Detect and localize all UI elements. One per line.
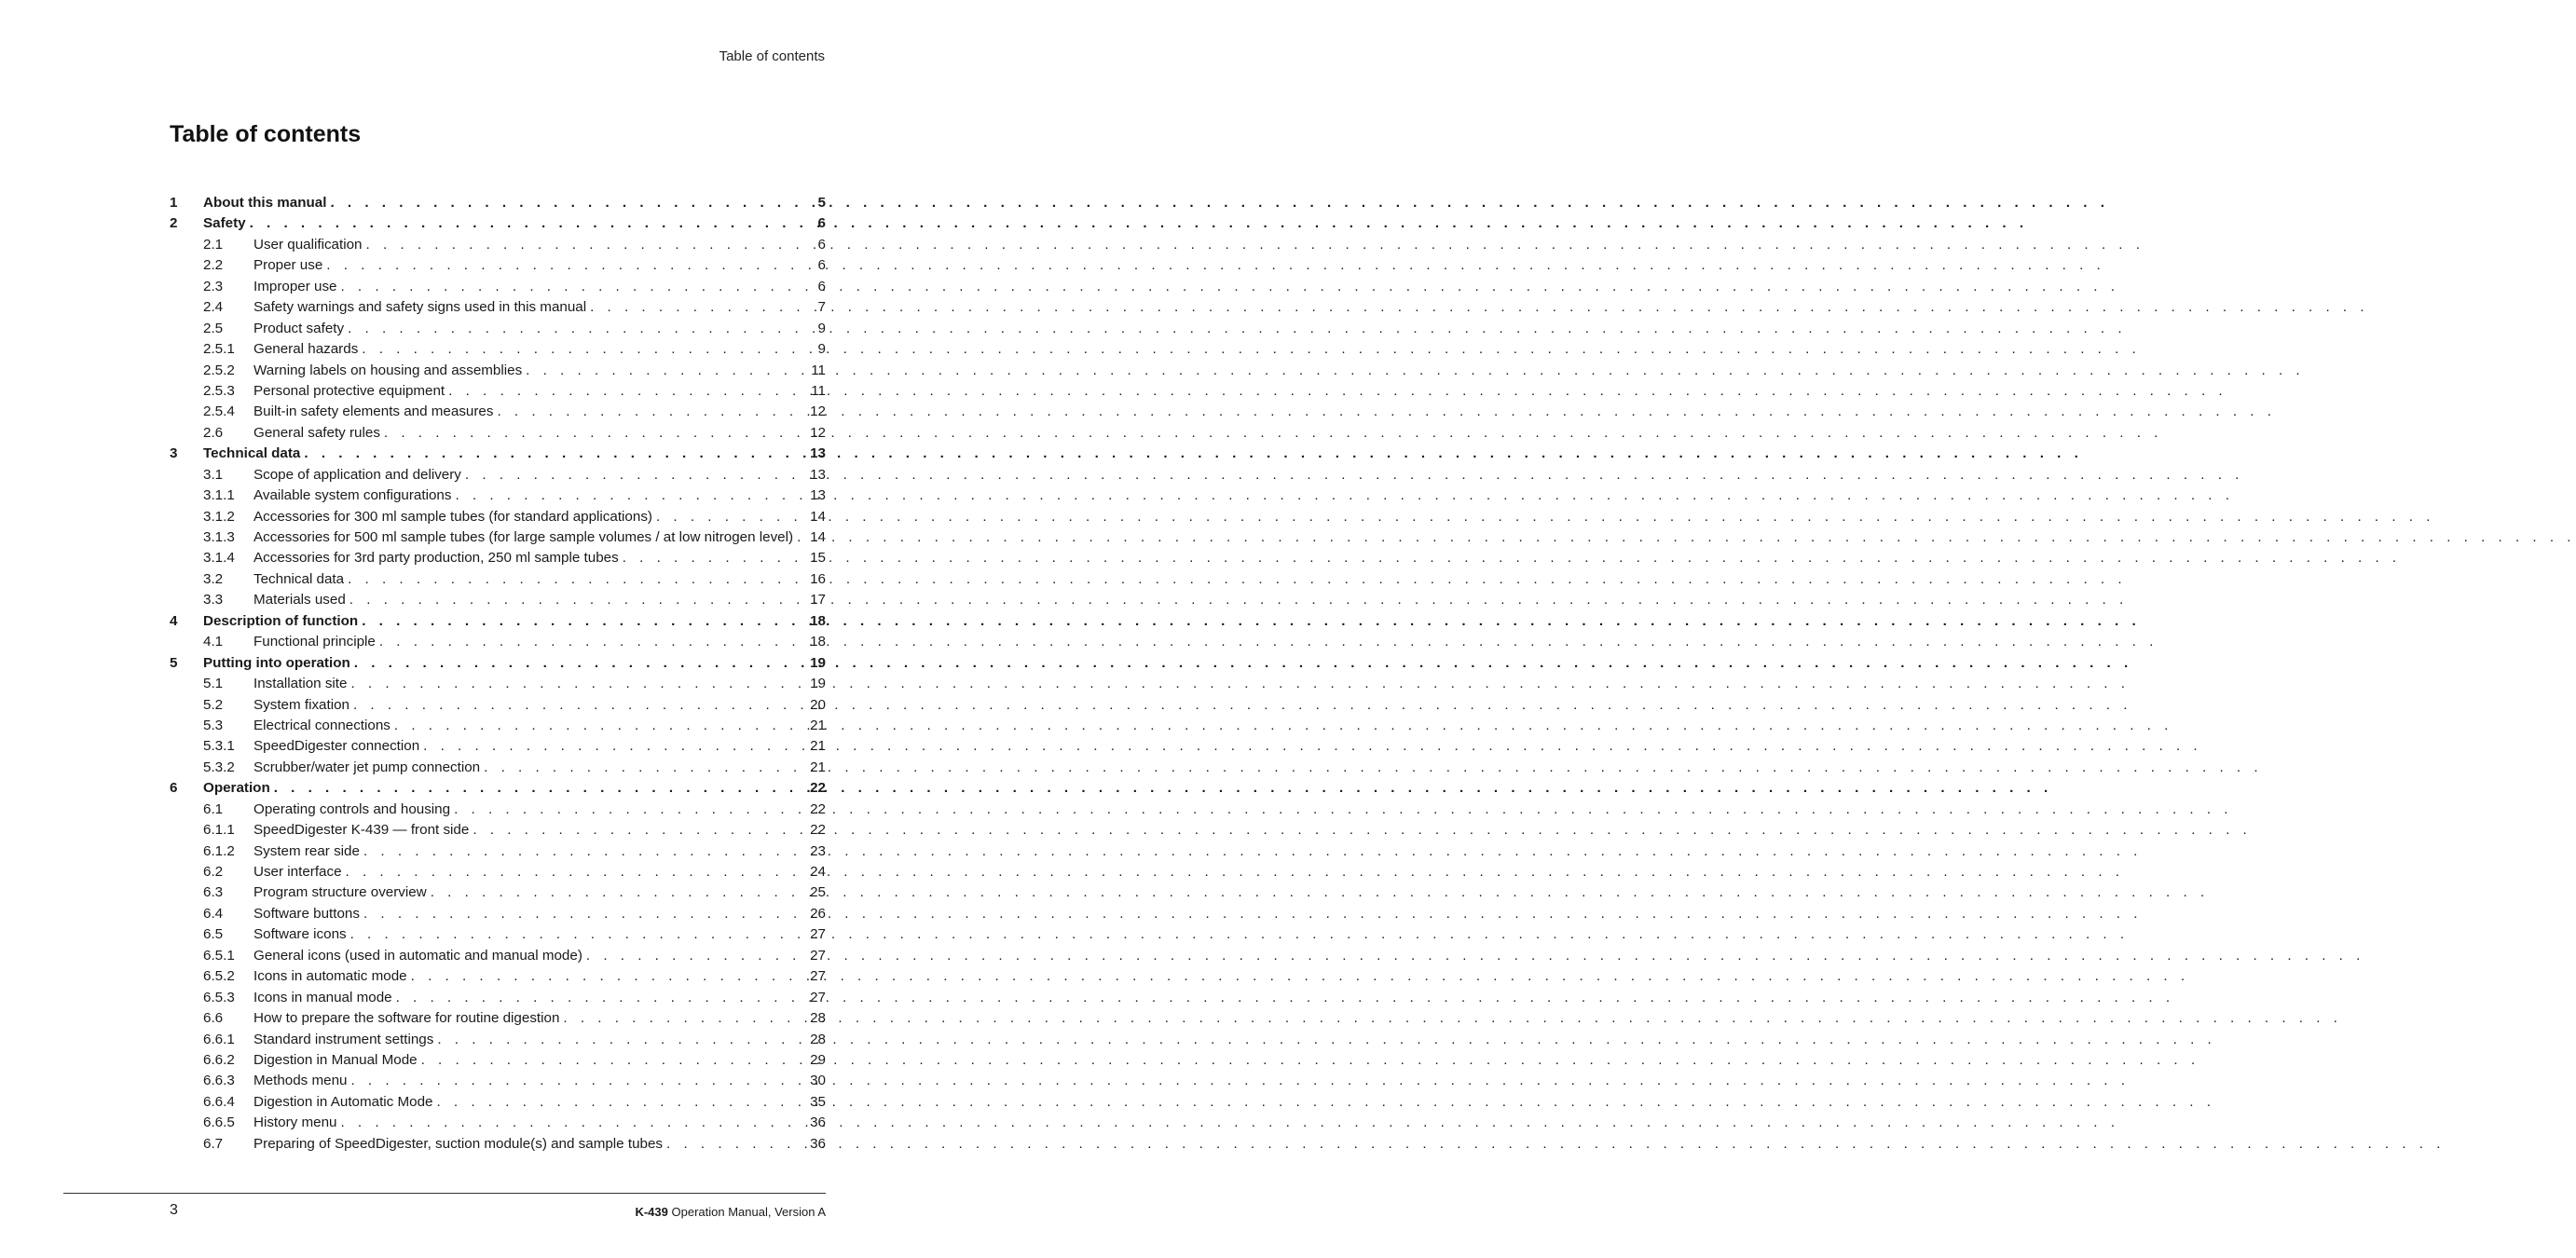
- page-title: Table of contents: [170, 121, 362, 147]
- toc-chapter-entry[interactable]: [170, 444, 826, 464]
- footer-page-number: 3: [170, 1202, 178, 1218]
- toc-entry-number: 5.3.1: [203, 738, 235, 755]
- toc-dot-leader: [350, 924, 805, 945]
- toc-entry-title: Scrubber/water jet pump connection: [253, 759, 481, 775]
- toc-section-entry[interactable]: [170, 569, 826, 590]
- toc-section-entry[interactable]: [170, 862, 826, 882]
- toc-section-entry[interactable]: [170, 361, 826, 381]
- toc-entry-number: 3.1.1: [203, 487, 235, 504]
- toc-section-entry[interactable]: [170, 904, 826, 924]
- toc-entry-page: 27: [810, 968, 826, 985]
- toc-chapter-entry[interactable]: [170, 611, 826, 632]
- toc-entry-number: 3.1: [203, 466, 224, 483]
- toc-entry-number: 6.6.3: [203, 1073, 235, 1089]
- toc-entry-number: 1: [170, 195, 178, 211]
- toc-entry-title: Safety: [203, 215, 246, 232]
- toc-entry-number: 6.4: [203, 905, 224, 922]
- toc-chapter-entry[interactable]: [170, 193, 826, 213]
- toc-entry-title: General icons (used in automatic and manual mode): [253, 947, 582, 964]
- toc-entry-number: 3.1.4: [203, 550, 235, 567]
- toc-section-entry[interactable]: [170, 527, 826, 548]
- toc-dot-leader: [454, 800, 805, 820]
- toc-section-entry[interactable]: [170, 277, 826, 297]
- toc-entry-page: 30: [810, 1073, 826, 1089]
- toc-dot-leader: [366, 235, 806, 255]
- toc-entry-number: 6.5: [203, 926, 224, 943]
- toc-dot-leader: [455, 485, 805, 506]
- toc-entry-title: System rear side: [253, 842, 360, 859]
- toc-dot-leader: [340, 277, 805, 297]
- toc-section-entry[interactable]: [170, 235, 826, 255]
- toc-section-entry[interactable]: [170, 758, 826, 778]
- toc-dot-leader: [330, 193, 805, 213]
- toc-section-entry[interactable]: [170, 465, 826, 485]
- toc-entry-number: 2.5.4: [203, 403, 235, 420]
- toc-entry-title: Safety warnings and safety signs used in this manual: [253, 299, 587, 316]
- toc-entry-title: Scope of application and delivery: [253, 466, 461, 483]
- toc-section-entry[interactable]: [170, 695, 826, 716]
- toc-section-entry[interactable]: [170, 1092, 826, 1113]
- toc-entry-title: Electrical connections: [253, 717, 391, 733]
- toc-entry-title: Putting into operation: [203, 654, 350, 671]
- toc-entry-page: 14: [810, 529, 826, 545]
- toc-dot-leader: [497, 402, 805, 422]
- toc-section-entry[interactable]: [170, 924, 826, 945]
- toc-section-entry[interactable]: [170, 339, 826, 360]
- toc-entry-page: 22: [810, 822, 826, 839]
- toc-entry-number: 2.5: [203, 320, 224, 336]
- toc-entry-title: Methods menu: [253, 1073, 348, 1089]
- toc-entry-number: 2.5.1: [203, 341, 235, 358]
- toc-dot-leader: [274, 778, 805, 799]
- toc-dot-leader: [423, 736, 805, 757]
- toc-dot-leader: [436, 1092, 805, 1113]
- toc-section-entry[interactable]: [170, 381, 826, 402]
- toc-entry-page: 28: [810, 1031, 826, 1047]
- toc-section-entry[interactable]: [170, 548, 826, 568]
- toc-entry-page: 29: [810, 1051, 826, 1068]
- toc-entry-page: 21: [810, 738, 826, 755]
- toc-section-entry[interactable]: [170, 1008, 826, 1029]
- toc-entry-title: Digestion in Manual Mode: [253, 1051, 418, 1068]
- toc-dot-leader: [353, 695, 805, 716]
- toc-chapter-entry[interactable]: [170, 778, 826, 799]
- toc-dot-leader: [448, 381, 805, 402]
- toc-entry-page: 22: [810, 800, 826, 817]
- table-of-contents: [170, 193, 826, 1155]
- toc-entry-page: 22: [810, 780, 826, 797]
- toc-entry-page: 19: [810, 654, 826, 671]
- toc-chapter-entry[interactable]: [170, 653, 826, 674]
- toc-dot-leader: [590, 297, 805, 318]
- toc-entry-number: 6.1.1: [203, 822, 235, 839]
- footer-doc-title: Operation Manual, Version A: [671, 1205, 826, 1219]
- toc-entry-title: Operation: [203, 780, 270, 797]
- toc-dot-leader: [304, 444, 805, 464]
- toc-entry-number: 2.1: [203, 236, 224, 253]
- toc-entry-page: 36: [810, 1114, 826, 1131]
- toc-entry-title: Software buttons: [253, 905, 360, 922]
- toc-entry-title: System fixation: [253, 696, 349, 713]
- toc-entry-page: 21: [810, 759, 826, 775]
- toc-entry-page: 12: [810, 424, 826, 441]
- toc-dot-leader: [437, 1030, 805, 1050]
- toc-entry-page: 28: [810, 1010, 826, 1027]
- toc-dot-leader: [363, 904, 805, 924]
- toc-entry-number: 2.3: [203, 278, 224, 294]
- toc-entry-page: 24: [810, 864, 826, 880]
- toc-entry-page: 11: [811, 382, 826, 399]
- toc-entry-number: 5.3.2: [203, 759, 235, 775]
- toc-entry-page: 13: [810, 466, 826, 483]
- toc-entry-title: Warning labels on housing and assemblies: [253, 362, 523, 378]
- toc-entry-title: Technical data: [253, 570, 345, 587]
- toc-entry-number: 5.2: [203, 696, 224, 713]
- toc-section-entry[interactable]: [170, 319, 826, 339]
- toc-entry-title: General hazards: [253, 341, 359, 358]
- toc-section-entry[interactable]: [170, 841, 826, 862]
- toc-dot-leader: [656, 507, 805, 527]
- toc-dot-leader: [473, 820, 805, 841]
- toc-entry-page: 5: [817, 195, 826, 211]
- toc-dot-leader: [431, 882, 805, 903]
- toc-section-entry[interactable]: [170, 485, 826, 506]
- toc-entry-page: 19: [810, 676, 826, 692]
- toc-entry-number: 6.5.2: [203, 968, 235, 985]
- toc-section-entry[interactable]: [170, 590, 826, 610]
- toc-section-entry[interactable]: [170, 800, 826, 820]
- toc-entry-number: 2: [170, 215, 178, 232]
- toc-section-entry[interactable]: [170, 674, 826, 694]
- toc-entry-page: 18: [810, 612, 826, 629]
- toc-dot-leader: [379, 632, 805, 652]
- toc-entry-title: Proper use: [253, 257, 323, 274]
- toc-entry-title: Product safety: [253, 320, 345, 336]
- toc-section-entry[interactable]: [170, 966, 826, 987]
- toc-entry-title: Materials used: [253, 592, 346, 608]
- footer-document-title: [635, 1205, 826, 1219]
- toc-dot-leader: [411, 966, 805, 987]
- toc-dot-leader: [348, 319, 805, 339]
- toc-entry-number: 6.6.4: [203, 1093, 235, 1110]
- toc-entry-title: How to prepare the software for routine digestion: [253, 1010, 560, 1027]
- toc-entry-number: 6.5.3: [203, 989, 235, 1005]
- toc-entry-number: 5.3: [203, 717, 224, 733]
- toc-section-entry[interactable]: [170, 1134, 826, 1155]
- toc-entry-title: Icons in manual mode: [253, 989, 392, 1005]
- toc-dot-leader: [250, 213, 805, 234]
- toc-entry-title: Accessories for 3rd party production, 250 ml sample tubes: [253, 550, 619, 567]
- toc-entry-number: 6.5.1: [203, 947, 235, 964]
- toc-section-entry[interactable]: [170, 1113, 826, 1133]
- toc-dot-leader: [349, 590, 805, 610]
- toc-section-entry[interactable]: [170, 1030, 826, 1050]
- toc-entry-title: Personal protective equipment: [253, 382, 445, 399]
- toc-entry-number: 6.6.1: [203, 1031, 235, 1047]
- toc-entry-number: 6.6: [203, 1010, 224, 1027]
- toc-entry-page: 6: [817, 278, 826, 294]
- toc-entry-title: Software icons: [253, 926, 347, 943]
- toc-entry-number: 3.2: [203, 570, 224, 587]
- toc-entry-title: Available system configurations: [253, 487, 452, 504]
- toc-entry-number: 2.2: [203, 257, 224, 274]
- toc-section-entry[interactable]: [170, 1050, 826, 1071]
- toc-section-entry[interactable]: [170, 736, 826, 757]
- toc-entry-number: 3.1.2: [203, 508, 235, 525]
- toc-entry-page: 26: [810, 905, 826, 922]
- toc-entry-page: 21: [810, 717, 826, 733]
- toc-entry-title: Improper use: [253, 278, 337, 294]
- toc-entry-number: 6.1.2: [203, 842, 235, 859]
- toc-entry-page: 36: [810, 1135, 826, 1152]
- toc-dot-leader: [354, 653, 805, 674]
- toc-section-entry[interactable]: [170, 716, 826, 736]
- toc-entry-title: Description of function: [203, 612, 359, 629]
- toc-section-entry[interactable]: [170, 1071, 826, 1091]
- toc-entry-page: 13: [810, 487, 826, 504]
- toc-entry-page: 17: [810, 592, 826, 608]
- toc-entry-title: Standard instrument settings: [253, 1031, 434, 1047]
- toc-dot-leader: [526, 361, 805, 381]
- toc-entry-title: User qualification: [253, 236, 363, 253]
- toc-entry-page: 15: [810, 550, 826, 567]
- toc-dot-leader: [326, 255, 805, 276]
- toc-dot-leader: [797, 527, 805, 548]
- toc-entry-title: Accessories for 300 ml sample tubes (for standard applications): [253, 508, 652, 525]
- running-header: Table of contents: [719, 48, 825, 64]
- toc-entry-number: 3.1.3: [203, 529, 235, 545]
- toc-entry-page: 16: [810, 570, 826, 587]
- toc-section-entry[interactable]: [170, 297, 826, 318]
- toc-entry-page: 11: [811, 362, 826, 378]
- toc-dot-leader: [340, 1113, 805, 1133]
- toc-section-entry[interactable]: [170, 402, 826, 422]
- toc-entry-page: 6: [817, 215, 826, 232]
- toc-entry-title: About this manual: [203, 195, 327, 211]
- toc-entry-title: Program structure overview: [253, 884, 427, 901]
- toc-entry-number: 6.2: [203, 864, 224, 880]
- toc-entry-page: 6: [817, 236, 826, 253]
- toc-dot-leader: [363, 841, 805, 862]
- toc-entry-title: Operating controls and housing: [253, 800, 451, 817]
- toc-dot-leader: [666, 1134, 805, 1155]
- toc-dot-leader: [396, 988, 805, 1008]
- toc-entry-page: 18: [810, 634, 826, 650]
- toc-dot-leader: [384, 423, 805, 444]
- toc-entry-title: Accessories for 500 ml sample tubes (for large sample volumes / at low nitrogen level): [253, 529, 794, 545]
- toc-entry-number: 5.1: [203, 676, 224, 692]
- toc-dot-leader: [563, 1008, 805, 1029]
- toc-entry-number: 6.7: [203, 1135, 224, 1152]
- toc-dot-leader: [394, 716, 805, 736]
- toc-dot-leader: [586, 946, 805, 966]
- toc-entry-page: 9: [817, 320, 826, 336]
- toc-entry-number: 6.6.5: [203, 1114, 235, 1131]
- toc-section-entry[interactable]: [170, 632, 826, 652]
- toc-entry-number: 2.5.3: [203, 382, 235, 399]
- toc-entry-number: 2.6: [203, 424, 224, 441]
- toc-dot-leader: [350, 1071, 805, 1091]
- toc-entry-page: 13: [810, 445, 826, 462]
- toc-section-entry[interactable]: [170, 946, 826, 966]
- toc-entry-number: 6: [170, 780, 178, 797]
- toc-dot-leader: [484, 758, 805, 778]
- toc-dot-leader: [346, 862, 805, 882]
- toc-entry-page: 7: [817, 299, 826, 316]
- toc-entry-title: SpeedDigester connection: [253, 738, 420, 755]
- toc-entry-title: Digestion in Automatic Mode: [253, 1093, 433, 1110]
- toc-section-entry[interactable]: [170, 255, 826, 276]
- toc-entry-title: Preparing of SpeedDigester, suction module(s) and sample tubes: [253, 1135, 663, 1152]
- toc-entry-title: User interface: [253, 864, 342, 880]
- toc-dot-leader: [348, 569, 805, 590]
- toc-entry-page: 25: [810, 884, 826, 901]
- toc-entry-title: Functional principle: [253, 634, 376, 650]
- toc-entry-number: 4.1: [203, 634, 224, 650]
- toc-dot-leader: [350, 674, 805, 694]
- toc-section-entry[interactable]: [170, 423, 826, 444]
- toc-section-entry[interactable]: [170, 507, 826, 527]
- toc-entry-number: 3: [170, 445, 178, 462]
- toc-section-entry[interactable]: [170, 988, 826, 1008]
- toc-entry-page: 12: [810, 403, 826, 420]
- toc-entry-title: History menu: [253, 1114, 337, 1131]
- toc-chapter-entry[interactable]: [170, 213, 826, 234]
- toc-entry-page: 6: [817, 257, 826, 274]
- toc-entry-page: 20: [810, 696, 826, 713]
- toc-entry-page: 35: [810, 1093, 826, 1110]
- toc-entry-number: 2.5.2: [203, 362, 235, 378]
- toc-entry-number: 6.3: [203, 884, 224, 901]
- toc-dot-leader: [421, 1050, 805, 1071]
- toc-entry-page: 9: [817, 341, 826, 358]
- toc-entry-number: 2.4: [203, 299, 224, 316]
- toc-entry-page: 27: [810, 989, 826, 1005]
- toc-dot-leader: [465, 465, 805, 485]
- toc-dot-leader: [362, 611, 805, 632]
- toc-entry-number: 6.1: [203, 800, 224, 817]
- toc-dot-leader: [362, 339, 805, 360]
- toc-entry-number: 4: [170, 612, 178, 629]
- toc-entry-page: 14: [810, 508, 826, 525]
- toc-entry-title: SpeedDigester K-439 — front side: [253, 822, 470, 839]
- toc-entry-page: 27: [810, 926, 826, 943]
- toc-section-entry[interactable]: [170, 882, 826, 903]
- toc-entry-title: Icons in automatic mode: [253, 968, 407, 985]
- toc-entry-page: 27: [810, 947, 826, 964]
- toc-entry-number: 5: [170, 654, 178, 671]
- toc-entry-title: General safety rules: [253, 424, 380, 441]
- toc-entry-title: Installation site: [253, 676, 348, 692]
- footer-divider: [63, 1193, 826, 1194]
- toc-entry-title: Built-in safety elements and measures: [253, 403, 494, 420]
- toc-entry-number: 3.3: [203, 592, 224, 608]
- toc-entry-title: Technical data: [203, 445, 301, 462]
- toc-entry-page: 23: [810, 842, 826, 859]
- toc-entry-number: 6.6.2: [203, 1051, 235, 1068]
- toc-dot-leader: [623, 548, 805, 568]
- toc-section-entry[interactable]: [170, 820, 826, 841]
- footer-model: K-439: [635, 1205, 668, 1219]
